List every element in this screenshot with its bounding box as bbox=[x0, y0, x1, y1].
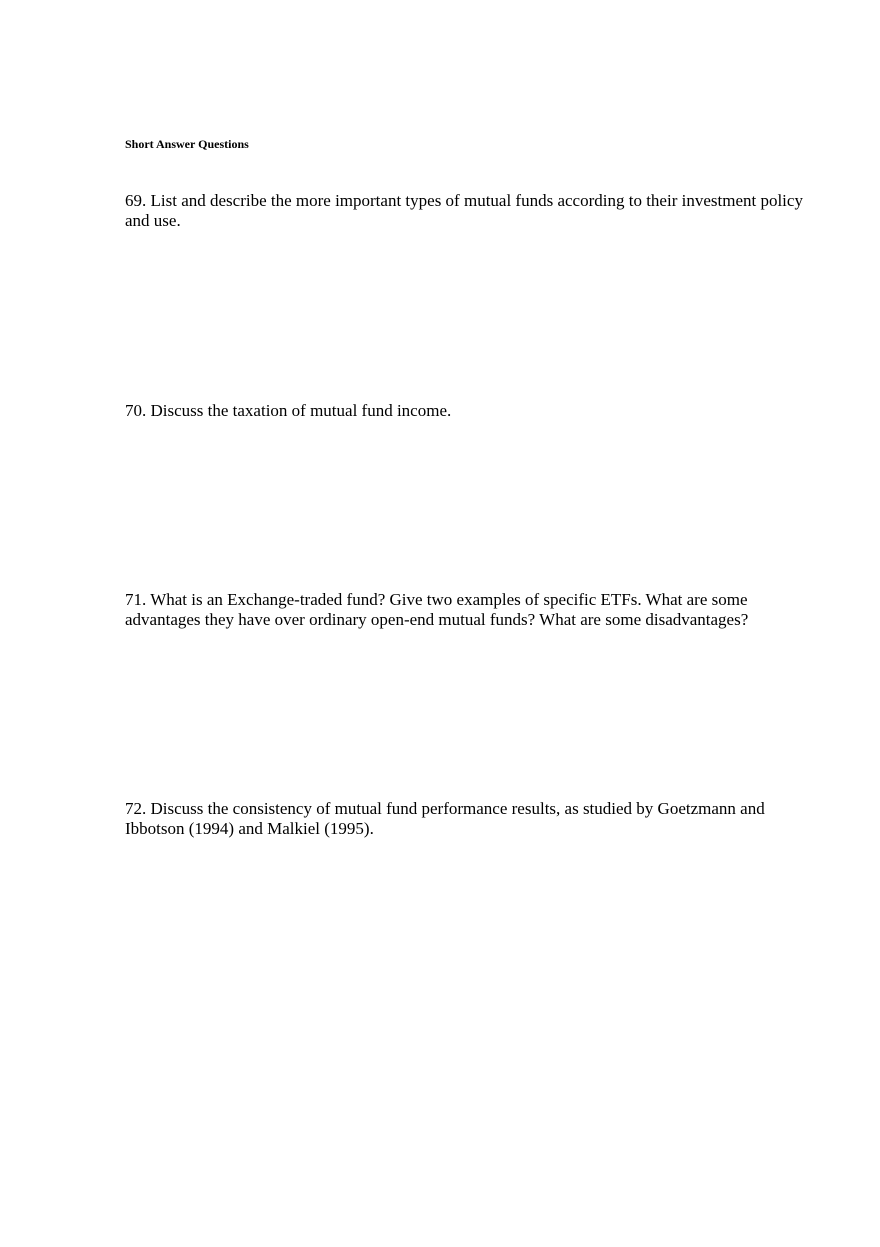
question-number: 71. bbox=[125, 590, 147, 609]
question-text: What is an Exchange-traded fund? Give two examples of specific ETFs. What are some advantages they have over ordinary open-end mutual funds? What are some disadvantages? bbox=[125, 590, 749, 629]
question-number: 70. bbox=[125, 401, 147, 420]
question-text: Discuss the consistency of mutual fund performance results, as studied by Goetzmann and Ibbotson (1994) and Malkiel (1995). bbox=[125, 799, 765, 838]
question-69 bbox=[125, 191, 805, 231]
question-number: 69. bbox=[125, 191, 147, 210]
section-heading: Short Answer Questions bbox=[125, 137, 249, 151]
question-text: Discuss the taxation of mutual fund income. bbox=[150, 401, 452, 420]
question-70 bbox=[125, 401, 805, 421]
question-text: List and describe the more important types of mutual funds according to their investment policy and use. bbox=[125, 191, 803, 230]
question-71 bbox=[125, 590, 805, 630]
question-number: 72. bbox=[125, 799, 147, 818]
question-72 bbox=[125, 799, 805, 839]
